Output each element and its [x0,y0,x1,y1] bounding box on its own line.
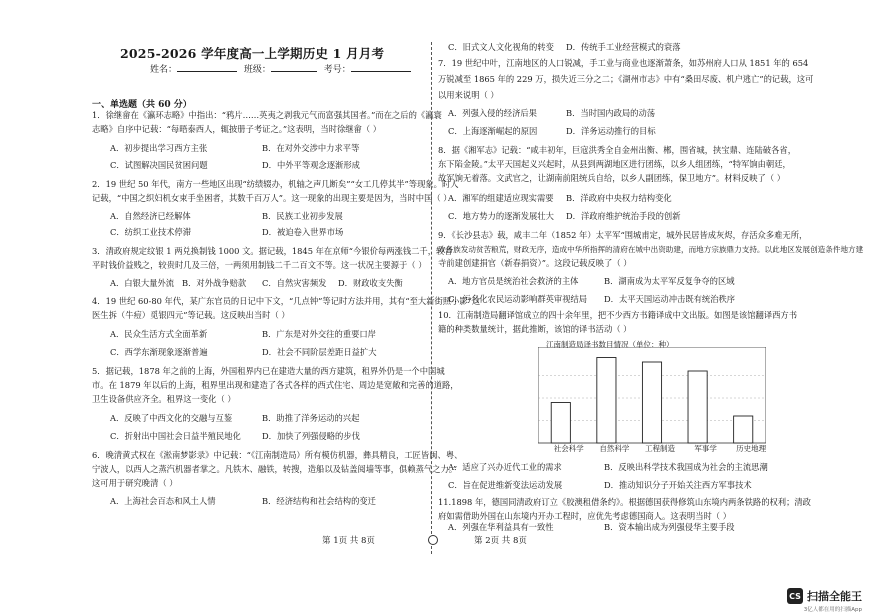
chart-x-tick-label: 社会科学 [553,444,584,453]
option[interactable]: B．民族工业初步发展 [262,211,343,221]
option[interactable]: D．洋政府维护统治手段的创新 [566,211,681,221]
option[interactable]: B．湖南成为太平军反复争夺的区域 [604,276,735,286]
option[interactable]: C．旨在促进维新变法运动发展 [448,480,563,490]
option[interactable]: B．反映出科学技术我国成为社会的主流思潮 [604,462,768,472]
option[interactable]: C．旧式文人文化视角的转变 [448,42,554,52]
question-line: 4．19 世纪 60-80 年代，某广东官员的日记中下文，“几点钟”等记时方法并用，其有“至大新街照小影”这 [92,296,481,306]
chart-x-tick-label: 军事学 [694,444,717,453]
name-row [150,62,415,75]
option[interactable]: B．在对外交涉中力求平等 [262,143,360,153]
option[interactable]: A．白银大量外流 [110,278,175,288]
question-line: 11.1898 年，德国同清政府订立《胶澳租借条约》。根据德国获得修筑山东境内两条铁路的权利；清政 [438,497,811,507]
page-divider [431,42,432,554]
option[interactable]: D．推动知识分子开始关注西方军事技术 [604,480,752,490]
chart-title: 江南制造局译书数目情况（单位：种） [546,340,674,349]
question-line: 7．19 世纪中叶，江南地区的人口锐减，手工业与商业也逐渐萧条，如苏州府人口从 1851 年的 654 [438,58,809,68]
watermark-subtitle: 3亿人都在用的扫描App [803,607,862,613]
option[interactable]: C．地方势力的逐渐发展壮大 [448,211,554,221]
option[interactable]: C．西学东渐现象逐渐普遍 [110,347,208,357]
option[interactable]: A．列强入侵的经济后果 [448,108,537,118]
chart-bar [642,362,661,443]
question-line: 卫生设备供应齐全。租界这一变化（ ） [92,394,236,404]
number-field[interactable] [351,71,411,72]
option[interactable]: D．洋务运动推行的目标 [566,126,656,136]
cs-logo-icon: CS [787,588,803,604]
question-line: 3．清政府规定纹银 1 两兑换制钱 1000 文。据记载，1845 年在京师“今银价每两涨钱二千，较昔 [92,246,453,256]
question-line: 平时钱价益贱之，较贵时几及三倍，一两须用制钱二千二百文不等。这一状况主要源于（ ） [92,260,427,270]
question-line: 寺前建创建捐官（新春捐资）”。这段记载反映了（ ） [438,258,632,268]
option[interactable]: D．社会不同阶层差距日益扩大 [262,347,377,357]
option[interactable]: B．助推了洋务运动的兴起 [262,413,360,423]
question-line: 医生拆（牛痘）觅银四元”等记载。这反映出当时（ ） [92,310,290,320]
option[interactable]: C．自然灾害频发 [262,278,327,288]
chart-x-tick-label: 工程制造 [644,444,675,453]
question-line: 志略》自序中记载：“每晤泰西人，辄披册子考证之。”这表明，当时徐继畲（ ） [92,124,382,134]
question-line: 以用来说明（ ） [438,90,499,100]
chart-bar [688,371,707,443]
chart-x-tick-label: 自然科学 [599,444,630,453]
option[interactable]: A．列强在华利益具有一致性 [448,522,554,532]
option[interactable]: B．经济结构和社会结构的变迁 [262,496,376,506]
name-field[interactable] [177,71,237,72]
chart-x-tick-label: 历史地理 [736,444,767,453]
option[interactable]: A．地方官员是统治社会救济的主体 [448,276,579,286]
page-title: 2025-2026 学年度高一上学期历史 1 月月考 [120,46,385,61]
option[interactable]: D．被迫卷入世界市场 [262,227,344,237]
section-heading: 一、单选题（共 60 分） [92,100,192,110]
option[interactable]: D．财政收支失衡 [338,278,403,288]
question-line: 9．《长沙县志》载，咸丰二年（1852 年）太平军“围城甫定，城外民居皆成灰烬，存活众多难无所， [438,230,808,240]
option[interactable]: D．中外平等观念逐渐形成 [262,160,360,170]
class-label: 班级： [243,65,271,75]
question-line: 8．据《湘军志》记载：“咸丰初年，巨寇洪秀全自金州出衡、郴，围省城，挟宝鼎、连陆破各省， [438,145,796,155]
option[interactable]: A．反映了中西文化的交融与互鉴 [110,413,233,423]
option[interactable]: B．资本输出成为列强侵华主要手段 [604,522,735,532]
chart-bar [551,403,570,444]
question-line: 府如需借助外国在山东境内开办工程时，应优先考虑德国商人。这表明当时（ ） [438,511,732,521]
question-line: 10．江南制造局翻译馆成立的四十余年里，把不少西方书籍译成中文出版。如图是该馆翻译西方书 [438,310,798,320]
question-line: 记载，“中国之织妇机女束手坐困者，其数千百万人”。这一现象的出现主要是因为，当时中国（ ） [92,193,452,203]
option[interactable]: A．上海社会百态和风土人情 [110,496,216,506]
option[interactable]: B．洋政府中央权力结构变化 [566,193,672,203]
option[interactable]: A．民众生活方式全面革新 [110,329,208,339]
right-page [434,0,870,614]
question-line: 宁波人，以西人之蒸汽机器者掌之。凡铁木、融铁，转搜，造船以及钻盖阅墙等事，俱赖蒸气之力。” [92,464,458,474]
question-line: 6．晚清黄式权在《淞南梦影录》中记载：“《江南制造局）所有模仿机器，彝具精良，工匠皆闽、粤、 [92,450,463,460]
name-label: 姓名： [150,65,178,75]
question-line: 2．19 世纪 50 年代，南方一些地区出现“纺绩辍办，机轴之声几断矣”“女工几停其半”等现象。时人 [92,179,459,189]
question-line: 致各族发动贫苦粮荒，财政无序，造成中华所指挥的清府在城中出资助建，而地方宗族鼎力支持。以此地区发展创造条件地方建 [438,245,864,254]
option[interactable]: D．传统手工业经营模式的衰落 [566,42,681,52]
option[interactable]: C．上海逐渐崛起的原因 [448,126,538,136]
question-line: 故军饷无着落。文武官之，让湖南前阻统兵自给，以乡人副团练，保卫地方”。材料反映了（ ） [438,173,786,183]
page-footer: 第 2页 共 8页 [474,536,527,546]
page-footer: 第 1页 共 8页 [322,536,375,546]
number-label: 考号： [323,65,351,75]
option[interactable]: A．初步提出学习西方主张 [110,143,208,153]
option[interactable]: C．污名化农民运动影响群英审视结局 [448,294,588,304]
chart-bar [597,358,616,444]
option[interactable]: B．对外战争赔款 [182,278,247,288]
option[interactable]: D．太平天国运动冲击既有统治秩序 [604,294,736,304]
option[interactable]: B．当时国内政局的动荡 [566,108,656,118]
option[interactable]: C．试图解决国民贫困问题 [110,160,208,170]
question-line: 万锐减至 1865 年的 229 万，损失近三分之二；《湖州市志》中有“桑田尽废、机户逃亡”的记载，这可 [438,74,814,84]
bar-chart [538,347,766,455]
question-line: 5．据记载，1878 年之前的上海，外国租界内已在建造大量的西方建筑，租界外仍是一个中国城 [92,366,445,376]
question-line: 籍的种类数量统计，据此推断，该馆的译书活动（ ） [438,324,632,334]
question-line: 1．徐继畲在《瀛环志略》中指出：“鸦片……英夷之剥我元气而富强其国者。”而在之后的《瀛寰 [92,110,442,120]
scanner-watermark [787,588,862,604]
option[interactable]: A．自然经济已经解体 [110,211,191,221]
option[interactable]: A．适应了兴办近代工业的需求 [448,462,562,472]
chart-bar [734,416,753,443]
option[interactable]: D．加快了列强侵略的步伐 [262,431,360,441]
watermark-name: 扫描全能王 [807,590,862,603]
class-field[interactable] [271,71,317,72]
question-line: 市。在 1879 年以后的上海，租界里出现和建造了各式各样的西式住宅、周边是宽敞和完善的道路， [92,380,459,390]
chart-x-labels [546,443,774,454]
question-line: 东下陷金陵。”太平天国起义兴起时，从县到两湖地区进行团练，以乡人组团练，“特军饷由朝廷， [438,159,791,169]
option[interactable]: C．纺织工业技术停滞 [110,227,192,237]
option[interactable]: B．广东是对外交往的重要口岸 [262,329,376,339]
option[interactable]: A．湘军的组建适应现实需要 [448,193,554,203]
option[interactable]: C．折射出中国社会日益半殖民地化 [110,431,241,441]
question-line: 这可用于研究晚清（ ） [92,478,178,488]
